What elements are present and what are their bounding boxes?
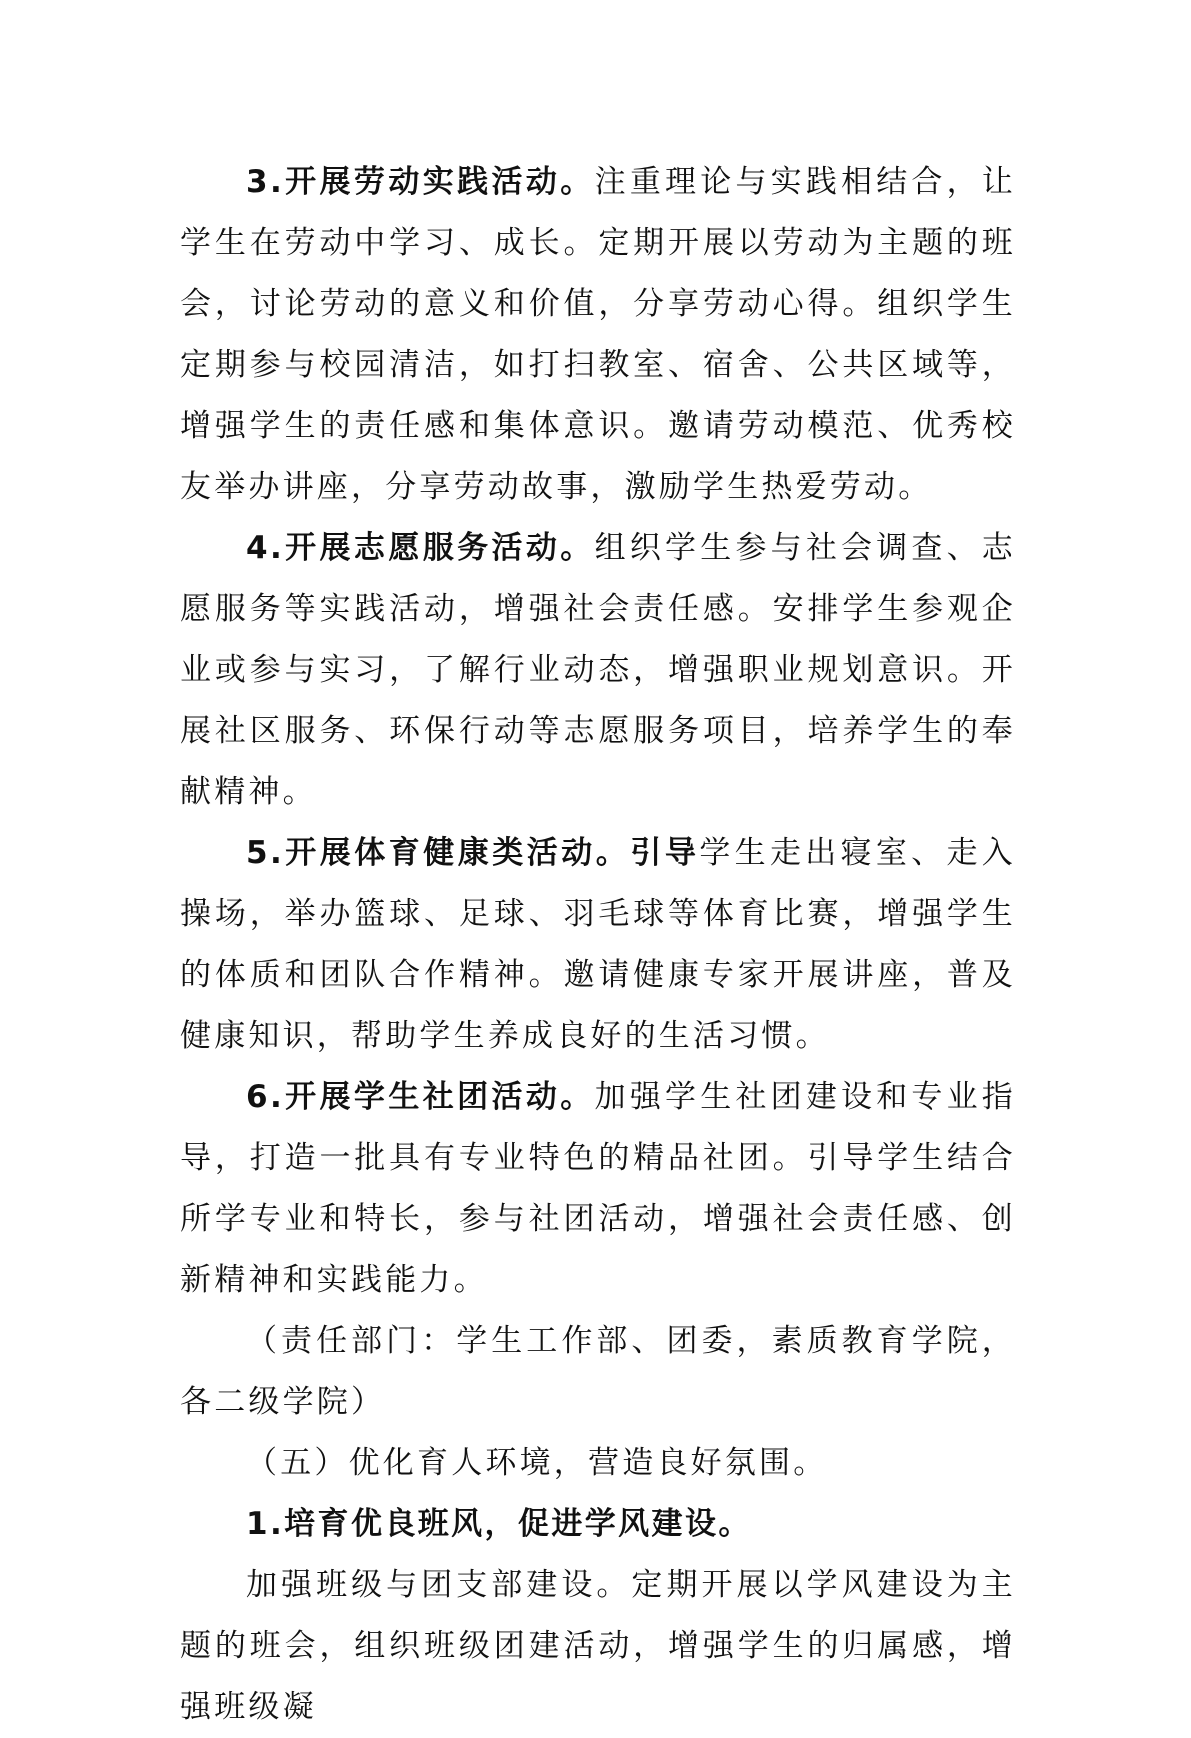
paragraph-heading: 4.开展志愿服务活动。 xyxy=(246,530,595,566)
section-heading: （五）优化育人环境，营造良好氛围。 xyxy=(246,1445,828,1481)
paragraph-heading: 5.开展体育健康类活动。引导 xyxy=(246,835,700,871)
paragraph-text: 加强学生社团建设和专业指导，打造一批具有专业特色的精品社团。引导学生结合所学专业和特长，参与社团活动，增强社会责任感、创新精神和实践能力。 xyxy=(180,1079,1016,1298)
paragraph-heading: 3.开展劳动实践活动。 xyxy=(246,164,595,200)
paragraph-sports-health xyxy=(180,823,1016,1067)
paragraph-student-clubs xyxy=(180,1067,1016,1311)
paragraph-labor-practice xyxy=(180,152,1016,518)
paragraph-text: 注重理论与实践相结合，让学生在劳动中学习、成长。定期开展以劳动为主题的班会，讨论劳动的意义和价值，分享劳动心得。组织学生定期参与校园清洁，如打扫教室、宿舍、公共区域等，增强学生的责任感和集体意识。邀请劳动模范、优秀校友举办讲座，分享劳动故事，激励学生热爱劳动。 xyxy=(180,164,1016,505)
document-body xyxy=(180,152,1016,1738)
paragraph-volunteer-service xyxy=(180,518,1016,823)
subsection-heading: 1.培育优良班风，促进学风建设。 xyxy=(246,1506,752,1542)
paragraph-class-building: 加强班级与团支部建设。定期开展以学风建设为主题的班会，组织班级团建活动，增强学生的归属感，增强班级凝 xyxy=(180,1567,1016,1725)
paragraph-text: 组织学生参与社会调查、志愿服务等实践活动，增强社会责任感。安排学生参观企业或参与实习，了解行业动态，增强职业规划意识。开展社区服务、环保行动等志愿服务项目，培养学生的奉献精神。 xyxy=(180,530,1016,810)
responsibility-note: （责任部门：学生工作部、团委，素质教育学院，各二级学院） xyxy=(180,1323,1016,1420)
paragraph-text: 学生走出寝室、走入操场，举办篮球、足球、羽毛球等体育比赛，增强学生的体质和团队合作精神。邀请健康专家开展讲座，普及健康知识，帮助学生养成良好的生活习惯。 xyxy=(180,835,1016,1054)
paragraph-heading: 6.开展学生社团活动。 xyxy=(246,1079,595,1115)
